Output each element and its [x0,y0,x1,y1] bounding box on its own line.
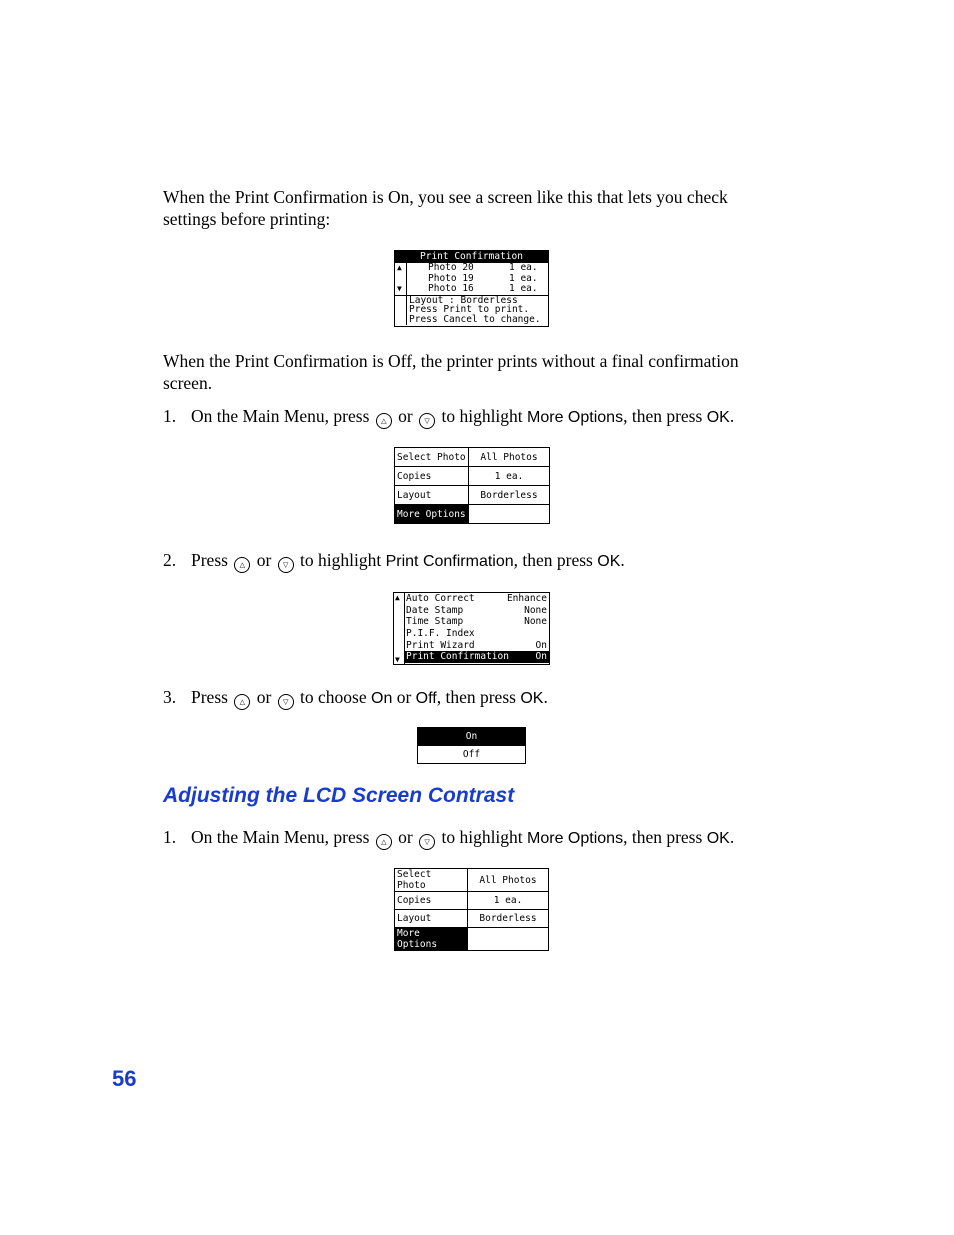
up-button-icon: △ [376,413,392,429]
lcd-row: ▲ Photo 20 1 ea. [397,262,538,273]
up-button-icon: △ [234,557,250,573]
lcd-on-off: On Off [417,727,526,764]
lcd-more-options: ▲ Auto Correct Enhance Date Stamp None Time Stamp None P.I.F. Index Print Wizard On Print Confirmation On ▼ [393,592,550,665]
step-3: 3. Press △ or ▽ to choose On or Off, then press OK. [163,686,548,710]
up-button-icon: △ [376,834,392,850]
step-1-contrast: 1. On the Main Menu, press △ or ▽ to highlight More Options, then press OK. [163,826,734,850]
step-1: 1. On the Main Menu, press △ or ▽ to highlight More Options, then press OK. [163,405,734,429]
down-button-icon: ▽ [278,694,294,710]
lcd-main-menu-2: Select Photo All Photos Copies 1 ea. Layout Borderless More Options [394,868,549,945]
down-arrow-icon: ▼ [397,284,402,293]
lcd-title: Print Confirmation [395,251,548,263]
down-button-icon: ▽ [278,557,294,573]
down-button-icon: ▽ [419,834,435,850]
up-button-icon: △ [234,694,250,710]
lcd-row: Photo 19 1 ea. [428,272,538,284]
down-button-icon: ▽ [419,413,435,429]
step-2: 2. Press △ or ▽ to highlight Print Confirmation, then press OK. [163,549,625,573]
intro-paragraph: When the Print Confirmation is On, you see a screen like this that lets you check settings before printing: [163,187,728,229]
lcd-print-confirmation [394,250,549,327]
off-paragraph: When the Print Confirmation is Off, the printer prints without a final confirmation screen. [163,351,739,393]
lcd-row: ▼ Photo 16 1 ea. [397,283,538,294]
page-number: 56 [112,1066,137,1091]
lcd-main-menu: Select Photo All Photos Copies 1 ea. Layout Borderless More Options [394,447,550,524]
up-arrow-icon: ▲ [397,263,402,272]
up-arrow-icon: ▲ [395,593,400,602]
section-heading: Adjusting the LCD Screen Contrast [163,784,515,807]
lcd-messages: Layout : Borderless Press Print to print. Press Cancel to change. [395,295,548,325]
down-arrow-icon: ▼ [395,655,400,664]
